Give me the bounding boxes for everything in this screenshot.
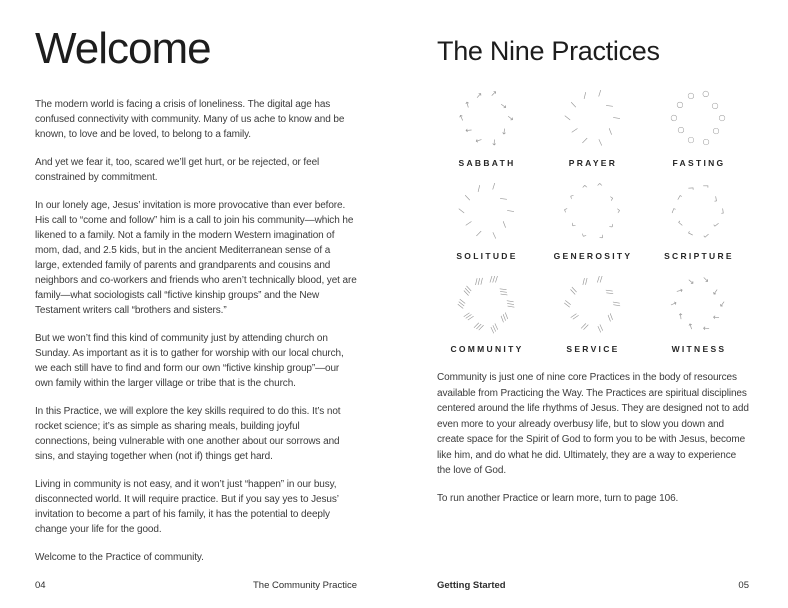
left-page-footer bbox=[35, 580, 357, 591]
paragraph: But we won’t find this kind of community just by attending church on Sunday. As important as it is to gather for worship with our local church, we each still have to find and form our own “fictive kinship group”—our own family within the larger village or tribe that is the church. bbox=[35, 333, 344, 389]
page-number: 05 bbox=[738, 580, 749, 591]
ring-mark: / bbox=[604, 103, 615, 108]
scripture-corner-ring-icon bbox=[667, 182, 731, 244]
practice-label: GENEROSITY bbox=[553, 251, 633, 261]
sabbath-arrow-ring-icon bbox=[455, 89, 519, 151]
practice-service bbox=[543, 275, 643, 354]
practice-label: SERVICE bbox=[566, 344, 620, 354]
ring-mark: // bbox=[581, 276, 588, 287]
practice-label: SCRIPTURE bbox=[664, 251, 734, 261]
ring-mark: / bbox=[456, 207, 467, 214]
ring-mark: / bbox=[477, 184, 481, 194]
ring-mark: ○ bbox=[710, 101, 721, 110]
ring-mark: ○ bbox=[700, 136, 712, 148]
ring-mark: / bbox=[505, 208, 516, 213]
ring-mark: ↗ bbox=[473, 134, 484, 146]
solitude-ray-ring-icon bbox=[455, 182, 519, 244]
ring-mark: /// bbox=[462, 310, 475, 323]
generosity-chevron-ring-icon bbox=[561, 182, 625, 244]
ring-mark: / bbox=[464, 219, 473, 229]
ring-mark: ↘ bbox=[674, 285, 686, 296]
service-doubleslash-ring-icon bbox=[561, 275, 625, 337]
ring-mark: /// bbox=[455, 298, 468, 310]
practice-community bbox=[437, 275, 537, 354]
ring-mark: ↘ bbox=[710, 311, 722, 323]
ring-mark: ○ bbox=[668, 112, 679, 123]
ring-mark: ↘ bbox=[668, 299, 679, 309]
ring-mark: ^ bbox=[579, 227, 590, 239]
ring-mark: ^ bbox=[562, 206, 573, 216]
ring-mark: ○ bbox=[710, 125, 722, 138]
paragraph: And yet we fear it, too, scared we’ll get hurt, or be rejected, or feel constrained by commitment. bbox=[35, 157, 320, 183]
right-page-footer bbox=[437, 580, 749, 591]
ring-mark: / bbox=[490, 230, 499, 240]
paragraph: Community is just one of nine core Practices in the body of resources available from Practicing the Way. The Practices are spiritual disciplines centered around the life rhythms of Jesus. They are designed not to add even more to your already overbusy life, but to slow you down and create space for the Spirit of God to form you to be with Jesus, become like him, and do what he did. Ultimately, they are a way to experience the love of God. bbox=[437, 372, 749, 476]
ring-mark: ↗ bbox=[456, 113, 467, 123]
ring-mark: // bbox=[611, 300, 622, 308]
prayer-slash-ring-icon bbox=[561, 89, 625, 151]
page-title-nine-practices: The Nine Practices bbox=[437, 36, 660, 66]
practice-fasting bbox=[649, 89, 749, 168]
ring-mark: / bbox=[583, 91, 587, 101]
left-page-content bbox=[35, 24, 357, 578]
ring-mark: ↗ bbox=[463, 125, 475, 137]
ring-mark: ↘ bbox=[700, 322, 712, 334]
ring-mark: ↗ bbox=[462, 99, 474, 110]
ring-mark: ↘ bbox=[687, 276, 695, 287]
practice-prayer bbox=[543, 89, 643, 168]
ring-mark: ^ bbox=[596, 182, 604, 192]
ring-mark: / bbox=[598, 89, 602, 99]
ring-mark: ^ bbox=[594, 229, 606, 241]
paragraph: Welcome to the Practice of community. bbox=[35, 552, 204, 563]
practice-sabbath bbox=[437, 89, 537, 168]
ring-mark: ↗ bbox=[505, 113, 516, 122]
witness-arrow-ring-icon bbox=[667, 275, 731, 337]
ring-mark: ¬ bbox=[687, 183, 695, 194]
ring-mark: ↘ bbox=[685, 320, 696, 332]
ring-mark: ○ bbox=[685, 134, 696, 146]
ring-mark: // bbox=[562, 299, 573, 308]
ring-mark: / bbox=[475, 228, 482, 238]
practice-scripture bbox=[649, 182, 749, 261]
ring-mark: /// bbox=[488, 322, 501, 335]
ring-mark: ↗ bbox=[475, 90, 483, 101]
ring-mark: / bbox=[611, 115, 622, 120]
practice-label: COMMUNITY bbox=[450, 344, 524, 354]
page-number: 04 bbox=[35, 580, 46, 591]
ring-mark: ^ bbox=[604, 218, 616, 230]
ring-mark: // bbox=[597, 275, 603, 285]
ring-mark: // bbox=[604, 288, 615, 296]
ring-mark: ○ bbox=[687, 90, 695, 101]
paragraph: Living in community is not easy, and it won’t just “happen” in our busy, disconnected world. It will require practice. But if you say yes to Jesus’ invitation to become a part of his family, it has the potential to deeply change your life for the good. bbox=[35, 479, 339, 535]
ring-mark: ¬ bbox=[685, 227, 696, 239]
ring-mark: / bbox=[596, 137, 605, 147]
practice-label: WITNESS bbox=[671, 344, 727, 354]
practice-witness bbox=[649, 275, 749, 354]
practice-label: SABBATH bbox=[458, 158, 516, 168]
page-title-welcome: Welcome bbox=[35, 24, 211, 73]
ring-mark: ¬ bbox=[710, 194, 721, 203]
ring-mark: ^ bbox=[611, 206, 622, 215]
ring-mark: // bbox=[605, 312, 615, 323]
ring-mark: ○ bbox=[717, 113, 728, 123]
ring-mark: /// bbox=[489, 275, 498, 285]
ring-mark: / bbox=[606, 126, 614, 136]
ring-mark: ^ bbox=[581, 183, 589, 194]
ring-mark: ↘ bbox=[710, 287, 721, 296]
ring-mark: // bbox=[568, 286, 579, 296]
ring-mark: /// bbox=[461, 285, 474, 297]
ring-mark: /// bbox=[473, 320, 485, 333]
ring-mark: ¬ bbox=[710, 218, 722, 230]
ring-mark: /// bbox=[498, 311, 511, 324]
ring-mark: / bbox=[492, 182, 496, 192]
ring-mark: ¬ bbox=[717, 206, 728, 215]
ring-mark: / bbox=[570, 126, 579, 136]
ring-mark: / bbox=[500, 219, 508, 229]
ring-mark: ¬ bbox=[674, 192, 686, 203]
practice-label: PRAYER bbox=[568, 158, 618, 168]
practice-label: FASTING bbox=[672, 158, 726, 168]
ring-mark: ↗ bbox=[488, 136, 500, 148]
chapter-label: The Community Practice bbox=[252, 580, 357, 591]
paragraph: In our lonely age, Jesus’ invitation is more provocative than ever before. His call to “come and follow” him is a call to join his community—which he likened to a family. Not a family in the modern Western imagination of mom, dad, and 2.5 kids, but in the ancient Mediterranean sense of a large, extended family of parents and grandparents and cousins and neighbors and co-workers and friends who aren’t technically blood, yet are family—what sociologists call “fictive kinship groups” and the New Testament writers call “brothers and sisters.” bbox=[35, 200, 357, 316]
ring-mark: ^ bbox=[604, 194, 615, 203]
ring-mark: /// bbox=[505, 299, 516, 309]
ring-mark: ^ bbox=[568, 192, 580, 203]
fasting-circle-ring-icon bbox=[667, 89, 731, 151]
ring-mark: ↘ bbox=[702, 275, 710, 285]
ring-mark: ¬ bbox=[700, 229, 712, 241]
ring-mark: ¬ bbox=[675, 218, 687, 230]
ring-mark: / bbox=[562, 114, 573, 121]
ring-mark: ↗ bbox=[490, 89, 498, 99]
practice-solitude bbox=[437, 182, 537, 261]
practice-grid bbox=[437, 89, 749, 354]
paragraph: To run another Practice or learn more, turn to page 106. bbox=[437, 492, 679, 504]
ring-mark: // bbox=[569, 311, 580, 322]
section-label: Getting Started bbox=[437, 580, 506, 591]
ring-mark: / bbox=[581, 135, 588, 145]
ring-mark: // bbox=[580, 321, 590, 332]
ring-mark: // bbox=[595, 322, 606, 334]
practice-label: SOLITUDE bbox=[456, 251, 518, 261]
ring-mark: /// bbox=[498, 286, 509, 297]
ring-mark: ¬ bbox=[702, 182, 710, 192]
ring-mark: ○ bbox=[675, 125, 687, 137]
ring-mark: ↗ bbox=[498, 125, 510, 137]
ring-mark: / bbox=[463, 194, 473, 202]
ring-mark: /// bbox=[474, 276, 484, 287]
ring-mark: ↘ bbox=[675, 311, 687, 323]
community-hash-ring-icon bbox=[455, 275, 519, 337]
practice-generosity bbox=[543, 182, 643, 261]
right-page bbox=[394, 0, 788, 608]
ring-mark: ¬ bbox=[668, 206, 679, 216]
ring-mark: ↘ bbox=[717, 299, 728, 308]
ring-mark: ↗ bbox=[498, 101, 509, 110]
ring-mark: ○ bbox=[702, 89, 710, 99]
ring-mark: / bbox=[569, 101, 579, 109]
paragraph: In this Practice, we will explore the key skills required to do this. It’s not rocket science; it’s as simple as sharing meals, building joyful connections, being vulnerable with one another about our sorrows and sins, and staying together when (not if) things get hard. bbox=[35, 406, 341, 462]
ring-mark: ○ bbox=[674, 99, 686, 111]
ring-mark: / bbox=[498, 196, 509, 201]
ring-mark: ^ bbox=[569, 218, 581, 230]
paragraph: The modern world is facing a crisis of loneliness. The digital age has confused connectivity with community. Many of us ache to know and be known, to love and be loved, to belong to a family. bbox=[35, 99, 345, 140]
right-page-content bbox=[437, 36, 749, 518]
